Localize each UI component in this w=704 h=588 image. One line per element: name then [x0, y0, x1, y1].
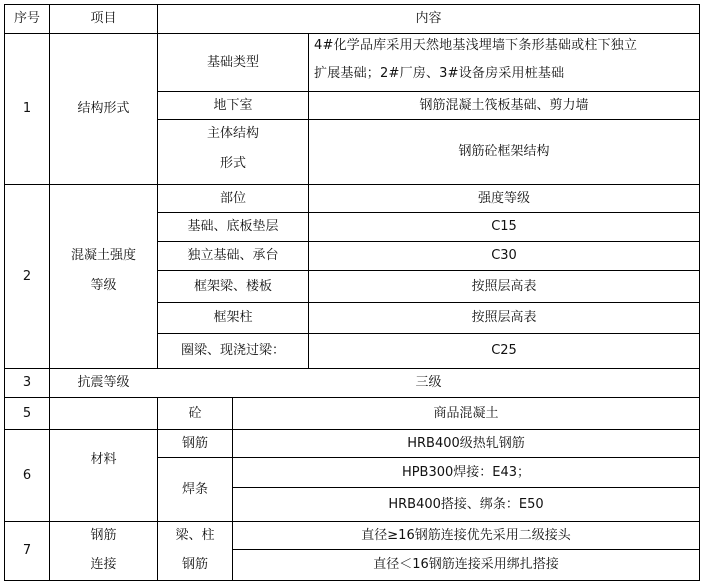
- row2-no: 2: [22, 268, 32, 284]
- grade-header: 强度等级: [477, 190, 530, 206]
- header-item: 项目: [90, 10, 117, 26]
- hline: [4, 580, 700, 581]
- basement-desc: 钢筋混凝土筏板基础、剪力墙: [419, 97, 589, 113]
- weld-label: 焊条: [181, 481, 208, 497]
- concrete-label: 砼: [188, 405, 202, 421]
- row7-value-line2: 直径＜16钢筋连接采用绑扎搭接: [373, 557, 559, 572]
- foundation-desc-line2: 扩展基础；2#厂房、3#设备房采用桩基础: [314, 66, 565, 81]
- rebar-value: HRB400级热轧钢筋: [407, 435, 525, 451]
- main-structure-line2: 形式: [219, 156, 246, 171]
- row7-no: 7: [22, 543, 32, 558]
- grade-cell: 按照层高表: [471, 310, 537, 325]
- grade-cell: C15: [491, 219, 517, 234]
- concrete-value: 商品混凝土: [433, 405, 499, 421]
- header-no: 序号: [13, 10, 40, 26]
- row7-item-line1: 钢筋: [90, 527, 117, 543]
- vline: [699, 4, 700, 581]
- grade-cell: 按照层高表: [471, 278, 537, 294]
- grade-cell: C25: [491, 343, 517, 358]
- part-header: 部位: [219, 190, 246, 206]
- main-structure-line1: 主体结构: [206, 126, 259, 141]
- main-structure-desc: 钢筋砼框架结构: [458, 144, 550, 159]
- part-cell: 圈梁、现浇过梁：: [180, 343, 285, 358]
- row2-item-line2: 等级: [90, 278, 117, 293]
- row7-sub-line2: 钢筋: [181, 557, 208, 572]
- row1-no: 1: [22, 101, 32, 116]
- row7-item-line2: 连接: [90, 557, 117, 572]
- row6-no: 6: [22, 467, 32, 483]
- row3-no: 3: [22, 375, 32, 390]
- seismic-grade: 三级: [415, 375, 442, 390]
- materials-label: 材料: [90, 451, 117, 467]
- foundation-type-label: 基础类型: [206, 54, 259, 70]
- part-cell: 独立基础、承台: [187, 248, 279, 263]
- row5-no: 5: [22, 405, 32, 421]
- part-cell: 框架梁、楼板: [193, 278, 272, 294]
- grade-cell: C30: [491, 248, 517, 263]
- basement-label: 地下室: [213, 97, 253, 113]
- part-cell: 基础、底板垫层: [187, 219, 279, 234]
- weld-value-line2: HRB400搭接、绑条：E50: [388, 496, 544, 512]
- row1-item: 结构形式: [77, 101, 130, 116]
- header-content: 内容: [415, 10, 442, 26]
- foundation-desc-line1: 4#化学品库采用天然地基浅埋墙下条形基础或柱下独立: [314, 38, 638, 53]
- part-cell: 框架柱: [213, 310, 253, 325]
- row3-item: 抗震等级: [77, 375, 130, 390]
- rebar-label: 钢筋: [181, 435, 208, 451]
- row2-item-line1: 混凝土强度: [70, 248, 136, 263]
- row7-sub-line1: 梁、柱: [175, 527, 215, 543]
- weld-value-line1: HPB300焊接：E43；: [401, 464, 531, 480]
- row7-value-line1: 直径≥16钢筋连接优先采用二级接头: [361, 527, 571, 543]
